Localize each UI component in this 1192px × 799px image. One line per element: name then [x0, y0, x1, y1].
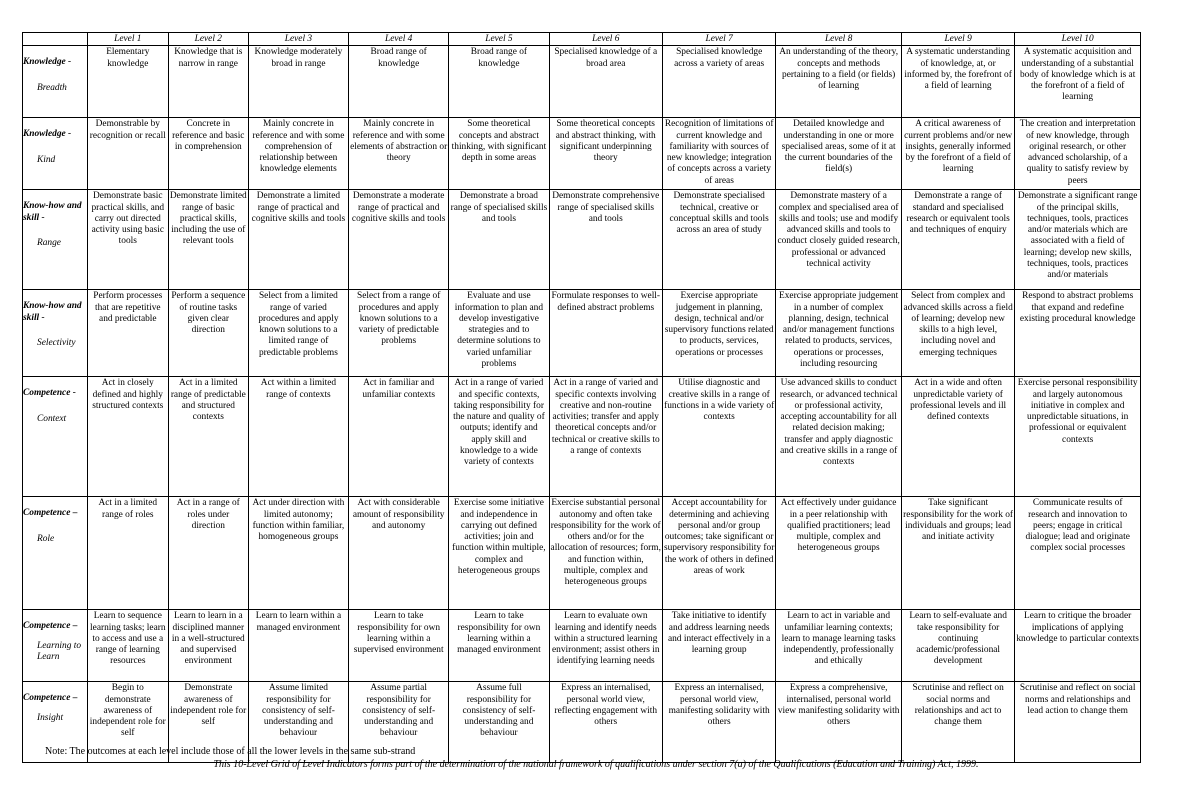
indicator-cell: Express an internalised, personal world view, reflecting engagement with others — [549, 682, 662, 763]
indicator-cell: Mainly concrete in reference and with some elements of abstraction or theory — [349, 118, 449, 190]
indicator-cell: Exercise appropriate judgement in a number of complex planning, design, technical and/or management functions related to products, services, operations or processes, including resourcing — [776, 290, 902, 377]
indicator-cell: Utilise diagnostic and creative skills in a range of functions in a wide variety of contexts — [662, 377, 775, 497]
grid-row — [23, 290, 1141, 377]
indicator-cell: Respond to abstract problems that expand and redefine existing procedural knowledge — [1015, 290, 1141, 377]
level-header: Level 5 — [449, 33, 549, 46]
indicator-cell: Demonstrate limited range of basic practical skills, including the use of relevant tools — [168, 190, 248, 290]
indicator-cell: Express a comprehensive, internalised, personal world view manifesting solidarity with others — [776, 682, 902, 763]
grid-row — [23, 190, 1141, 290]
indicator-cell: Concrete in reference and basic in comprehension — [168, 118, 248, 190]
level-indicators-grid — [22, 32, 1141, 763]
indicator-cell: Elementary knowledge — [87, 46, 168, 118]
indicator-cell: A systematic acquisition and understanding of a substantial body of knowledge which is at the forefront of a field of learning — [1015, 46, 1141, 118]
indicator-cell: Demonstrate a range of standard and specialised research or equivalent tools and techniques of enquiry — [901, 190, 1014, 290]
indicator-cell: Exercise substantial personal autonomy and often take responsibility for the work of others and/or for the allocation of resources; form, and function within, multiple, complex and heterogeneous groups — [549, 497, 662, 610]
note-text: Note: The outcomes at each level include those of all the lower levels in the same sub-strand — [45, 746, 416, 757]
indicator-cell: Express an internalised, personal world view, manifesting solidarity with others — [662, 682, 775, 763]
indicator-cell: Exercise appropriate judgement in planning, design, technical and/or supervisory functions related to products, services, operations or processes — [662, 290, 775, 377]
level-header: Level 9 — [901, 33, 1014, 46]
indicator-cell: Demonstrate a significant range of the principal skills, techniques, tools, practices and/or materials which are associated with a field of learning; develop new skills, techniques, tools, practices and/or materials — [1015, 190, 1141, 290]
indicator-cell: A systematic understanding of knowledge, at, or informed by, the forefront of a field of learning — [901, 46, 1014, 118]
indicator-cell: Formulate responses to well-defined abstract problems — [549, 290, 662, 377]
row-header-strand: Know-how and skill - — [23, 201, 82, 223]
indicator-cell: Learn to critique the broader implications of applying knowledge to particular contexts — [1015, 610, 1141, 682]
indicator-cell: Assume full responsibility for consistency of self-understanding and behaviour — [449, 682, 549, 763]
indicator-cell: Learn to sequence learning tasks; learn to access and use a range of learning resources — [87, 610, 168, 682]
indicator-cell: Demonstrable by recognition or recall — [87, 118, 168, 190]
row-header — [23, 377, 88, 497]
indicator-cell: Act in a limited range of predictable and structured contexts — [168, 377, 248, 497]
indicator-cell: Act in a wide and often unpredictable variety of professional levels and ill defined contexts — [901, 377, 1014, 497]
indicator-cell: Select from a limited range of varied procedures and apply known solutions to a limited range of predictable problems — [248, 290, 348, 377]
row-header-substrand: Breadth — [37, 82, 67, 93]
row-header-substrand: Kind — [37, 154, 56, 165]
row-header-strand: Competence – — [23, 621, 78, 632]
level-header: Level 6 — [549, 33, 662, 46]
indicator-cell: Exercise some initiative and independence in carrying out defined activities; join and function within multiple, complex and heterogeneous groups — [449, 497, 549, 610]
indicator-cell: Demonstrate a limited range of practical and cognitive skills and tools — [248, 190, 348, 290]
indicator-cell: Perform processes that are repetitive and predictable — [87, 290, 168, 377]
indicator-cell: Act within a limited range of contexts — [248, 377, 348, 497]
indicator-cell: Learn to self-evaluate and take responsibility for continuing academic/professional development — [901, 610, 1014, 682]
indicator-cell: Accept accountability for determining and achieving personal and/or group outcomes; take significant or supervisory responsibility for the work of others in defined areas of work — [662, 497, 775, 610]
indicator-cell: The creation and interpretation of new knowledge, through original research, or other advanced scholarship, of a quality to satisfy review by peers — [1015, 118, 1141, 190]
row-header-strand: Competence – — [23, 693, 78, 704]
indicator-cell: Act with considerable amount of responsibility and autonomy — [349, 497, 449, 610]
indicator-cell: Learn to take responsibility for own learning within a managed environment — [449, 610, 549, 682]
row-header-substrand: Insight — [37, 712, 64, 723]
indicator-cell: Act in a range of roles under direction — [168, 497, 248, 610]
level-header: Level 2 — [168, 33, 248, 46]
indicator-cell: Act under direction with limited autonomy; function within familiar, homogeneous groups — [248, 497, 348, 610]
indicator-cell: Some theoretical concepts and abstract thinking, with significant underpinning theory — [549, 118, 662, 190]
row-header-strand: Knowledge - — [23, 129, 72, 140]
row-header-strand: Knowledge - — [23, 57, 72, 68]
indicator-cell: Some theoretical concepts and abstract thinking, with significant depth in some areas — [449, 118, 549, 190]
indicator-cell: Act in a limited range of roles — [87, 497, 168, 610]
row-header-substrand: Role — [37, 533, 55, 544]
indicator-cell: Take initiative to identify and address learning needs and interact effectively in a learning group — [662, 610, 775, 682]
indicator-cell: Take significant responsibility for the work of individuals and groups; lead and initiate activity — [901, 497, 1014, 610]
indicator-cell: Broad range of knowledge — [349, 46, 449, 118]
level-header: Level 4 — [349, 33, 449, 46]
footer-text: This 10-Level Grid of Level Indicators forms part of the determination of the national framework of qualifications under section 7(a) of the Qualifications (Education and Training) Act, 1999. — [213, 759, 979, 770]
row-header-substrand: Range — [37, 237, 61, 248]
indicator-cell: Evaluate and use information to plan and develop investigative strategies and to determine solutions to varied unfamiliar problems — [449, 290, 549, 377]
grid-row — [23, 497, 1141, 610]
indicator-cell: Knowledge that is narrow in range — [168, 46, 248, 118]
row-header-substrand: Context — [37, 413, 67, 424]
indicator-cell: Select from a range of procedures and apply known solutions to a variety of predictable problems — [349, 290, 449, 377]
indicator-cell: Perform a sequence of routine tasks given clear direction — [168, 290, 248, 377]
indicator-cell: Learn to learn within a managed environment — [248, 610, 348, 682]
indicator-cell: Demonstrate basic practical skills, and carry out directed activity using basic tools — [87, 190, 168, 290]
row-header — [23, 46, 88, 118]
row-header-strand: Competence – — [23, 508, 78, 519]
indicator-cell: Learn to evaluate own learning and identify needs within a structured learning environment; assist others in identifying learning needs — [549, 610, 662, 682]
header-row — [23, 33, 1141, 46]
row-header-substrand: Selectivity — [37, 337, 76, 348]
indicator-cell: Act in a range of varied and specific contexts, taking responsibility for the nature and quality of outputs; identify and apply skill and knowledge to a wide variety of contexts — [449, 377, 549, 497]
indicator-cell: Scrutinise and reflect on social norms and relationships and act to change them — [901, 682, 1014, 763]
grid-row — [23, 377, 1141, 497]
indicator-cell: Assume partial responsibility for consistency of self-understanding and behaviour — [349, 682, 449, 763]
indicator-cell: Demonstrate specialised technical, creative or conceptual skills and tools across an area of study — [662, 190, 775, 290]
level-header: Level 1 — [87, 33, 168, 46]
indicator-cell: Act in closely defined and highly structured contexts — [87, 377, 168, 497]
indicator-cell: Scrutinise and reflect on social norms and relationships and lead action to change them — [1015, 682, 1141, 763]
indicator-cell: Specialised knowledge of a broad area — [549, 46, 662, 118]
indicator-cell: Exercise personal responsibility and largely autonomous initiative in complex and unpredictable situations, in professional or equivalent contexts — [1015, 377, 1141, 497]
row-header-strand: Know-how and skill - — [23, 301, 82, 323]
grid-row — [23, 46, 1141, 118]
indicator-cell: Learn to take responsibility for own learning within a supervised environment — [349, 610, 449, 682]
row-header — [23, 190, 88, 290]
level-header: Level 8 — [776, 33, 902, 46]
row-header — [23, 610, 88, 682]
indicator-cell: Act in a range of varied and specific contexts involving creative and non-routine activities; transfer and apply theoretical concepts and/or technical or creative skills to a range of contexts — [549, 377, 662, 497]
level-header: Level 10 — [1015, 33, 1141, 46]
indicator-cell: Demonstrate comprehensive range of specialised skills and tools — [549, 190, 662, 290]
row-header — [23, 290, 88, 377]
row-header — [23, 497, 88, 610]
indicator-cell: Demonstrate mastery of a complex and specialised area of skills and tools; use and modify advanced skills and tools to conduct closely guided research, professional or advanced technical activity — [776, 190, 902, 290]
grid-row — [23, 118, 1141, 190]
indicator-cell: Demonstrate a broad range of specialised skills and tools — [449, 190, 549, 290]
indicator-cell: Demonstrate awareness of independent role for self — [168, 682, 248, 763]
indicator-cell: Mainly concrete in reference and with some comprehension of relationship between knowledge elements — [248, 118, 348, 190]
indicator-cell: Learn to act in variable and unfamiliar learning contexts; learn to manage learning tasks independently, professionally and ethically — [776, 610, 902, 682]
level-header: Level 3 — [248, 33, 348, 46]
indicator-cell: Begin to demonstrate awareness of independent role for self — [87, 682, 168, 763]
indicator-cell: Select from complex and advanced skills across a field of learning; develop new skills to a high level, including novel and emerging techniques — [901, 290, 1014, 377]
indicator-cell: Assume limited responsibility for consistency of self-understanding and behaviour — [248, 682, 348, 763]
indicator-cell: Knowledge moderately broad in range — [248, 46, 348, 118]
indicator-cell: A critical awareness of current problems and/or new insights, generally informed by the forefront of a field of learning — [901, 118, 1014, 190]
row-header-substrand: Learning to Learn — [37, 640, 82, 662]
indicator-cell: Communicate results of research and innovation to peers; engage in critical dialogue; lead and originate complex social processes — [1015, 497, 1141, 610]
corner-cell — [23, 33, 88, 46]
row-header — [23, 118, 88, 190]
indicator-cell: Learn to learn in a disciplined manner in a well-structured and supervised environment — [168, 610, 248, 682]
indicator-cell: Detailed knowledge and understanding in one or more specialised areas, some of it at the current boundaries of the field(s) — [776, 118, 902, 190]
grid-row — [23, 610, 1141, 682]
row-header-strand: Competence - — [23, 388, 76, 399]
indicator-cell: Use advanced skills to conduct research, or advanced technical or professional activity, accepting accountability for all related decision making; transfer and apply diagnostic and creative skills in a range of contexts — [776, 377, 902, 497]
indicator-cell: Specialised knowledge across a variety of areas — [662, 46, 775, 118]
indicator-cell: Broad range of knowledge — [449, 46, 549, 118]
indicator-cell: Act in familiar and unfamiliar contexts — [349, 377, 449, 497]
indicator-cell: An understanding of the theory, concepts and methods pertaining to a field (or fields) of learning — [776, 46, 902, 118]
indicator-cell: Recognition of limitations of current knowledge and familiarity with sources of new knowledge; integration of concepts across a variety of areas — [662, 118, 775, 190]
level-header: Level 7 — [662, 33, 775, 46]
indicator-cell: Demonstrate a moderate range of practical and cognitive skills and tools — [349, 190, 449, 290]
indicator-cell: Act effectively under guidance in a peer relationship with qualified practitioners; lead multiple, complex and heterogeneous groups — [776, 497, 902, 610]
